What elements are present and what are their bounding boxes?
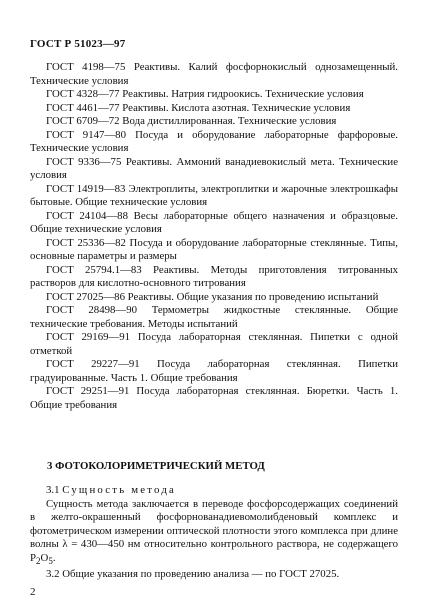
section-title: 3 ФОТОКОЛОРИМЕТРИЧЕСКИЙ МЕТОД [47, 460, 265, 472]
reference-item: ГОСТ 27025—86 Реактивы. Общие указания по проведению испытаний [46, 290, 379, 303]
formula-oxygen: O [40, 551, 49, 564]
reference-item: ГОСТ 29169—91 Посуда лабораторная стеклянная. Пипетки с одной отметкой [30, 331, 398, 357]
reference-item: ГОСТ 4328—77 Реактивы. Натрия гидроокись. Технические условия [46, 88, 364, 100]
page-header: ГОСТ Р 51023—97 [30, 38, 126, 50]
method-essence-end: . [52, 551, 56, 564]
method-essence-paragraph [30, 498, 398, 569]
reference-item: ГОСТ 29227—91 Посуда лабораторная стеклянная. Пипетки градуированные. Часть 1. Общие требования [30, 358, 398, 384]
reference-item: ГОСТ 14919—83 Электроплиты, электроплитки и жарочные электрошкафы бытовые. Общие технические условия [30, 182, 398, 208]
page-number: 2 [30, 586, 36, 598]
section-body [30, 484, 398, 582]
subsection-title: Сущность метода [62, 484, 177, 496]
formula-subscript-2: 2 [36, 555, 41, 566]
reference-item: ГОСТ 25336—82 Посуда и оборудование лабораторные стеклянные. Типы, основные параметры и размеры [30, 236, 398, 262]
general-instructions-paragraph: 3.2 Общие указания по проведению анализа — по ГОСТ 27025. [46, 568, 340, 581]
method-essence-text: Сущность метода заключается в переводе фосфорсодержащих соединений в желто-окрашенный фосфорнованадиевомолибденовый комплекс и фотометрическом измерении оптической плотности этого комплекса при длине волны λ = 430—450 нм относительно контрольного раствора, не содержащего P [30, 497, 398, 564]
reference-item: ГОСТ 29251—91 Посуда лабораторная стеклянная. Бюретки. Часть 1. Общие требования [30, 385, 398, 411]
reference-item: ГОСТ 9336—75 Реактивы. Аммоний ванадиевокислый мета. Технические условия [30, 155, 398, 181]
reference-item: ГОСТ 24104—88 Весы лабораторные общего назначения и образцовые. Общие технические условия [30, 209, 398, 235]
formula-subscript-5: 5 [48, 555, 53, 566]
subsection-heading [30, 484, 398, 498]
reference-item: ГОСТ 6709—72 Вода дистиллированная. Технические условия [46, 115, 337, 127]
normative-references-list [30, 61, 398, 412]
reference-item: ГОСТ 28498—90 Термометры жидкостные стеклянные. Общие технические требования. Методы испытаний [30, 304, 398, 330]
subsection-number: 3.1 [46, 484, 60, 496]
reference-item: ГОСТ 9147—80 Посуда и оборудование лабораторные фарфоровые. Технические условия [30, 128, 398, 154]
reference-item: ГОСТ 25794.1—83 Реактивы. Методы приготовления титрованных растворов для кислотно-основного титрования [30, 263, 398, 289]
reference-item: ГОСТ 4461—77 Реактивы. Кислота азотная. Технические условия [46, 101, 351, 114]
reference-item: ГОСТ 4198—75 Реактивы. Калий фосфорнокислый однозамещенный. Технические условия [30, 61, 398, 87]
